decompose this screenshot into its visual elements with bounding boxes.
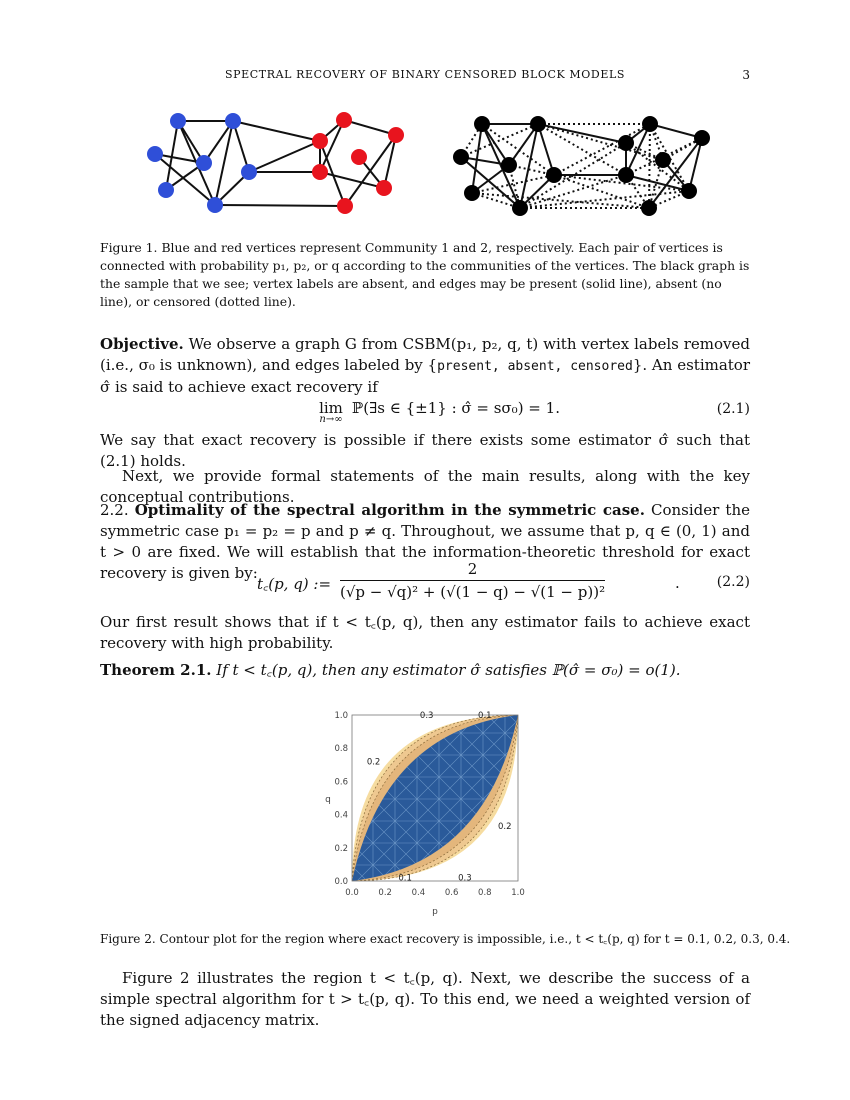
contour-label: 0.2: [366, 757, 381, 768]
vertex-black: [501, 157, 517, 173]
eq22-tail: .: [675, 574, 680, 592]
vertex-black: [641, 200, 657, 216]
running-title: SPECTRAL RECOVERY OF BINARY CENSORED BLOCK MODELS: [225, 68, 625, 81]
x-tick-label: 0.8: [478, 888, 492, 898]
contour-label: 0.3: [419, 711, 434, 721]
figure-1-caption-text: Blue and red vertices represent Community 1 and 2, respectively. Each pair of vertices is connected with probability p₁, p₂, or q according to the communities of the vertices. The black graph is the sample that we see; vertex labels are absent, and edges may be present (solid line), absent (no line), or censored (dotted line).: [100, 240, 750, 309]
vertex-red: [337, 198, 353, 214]
vertex-red: [376, 180, 392, 196]
vertex-red: [388, 127, 404, 143]
contour-label: 0.3: [458, 873, 472, 884]
theorem-2-1: [100, 660, 750, 681]
eq22-lhs: t꜀(p, q) :=: [257, 575, 332, 593]
vertex-blue: [225, 113, 241, 129]
edge-label-set: present, absent, censored: [437, 359, 633, 374]
y-tick-label: 0.0: [334, 877, 348, 887]
theorem-label: Theorem 2.1.: [100, 661, 212, 679]
x-tick-label: 0.2: [378, 888, 392, 898]
vertex-blue: [147, 146, 163, 162]
vertex-black: [618, 135, 634, 151]
contour-label: 0.2: [497, 822, 512, 833]
y-tick-label: 0.8: [334, 744, 348, 755]
x-tick-label: 0.4: [411, 888, 426, 898]
vertex-red: [351, 149, 367, 165]
eq-number-2-1: (2.1): [716, 401, 750, 417]
vertex-blue: [158, 182, 174, 198]
exact-recovery-definition: We say that exact recovery is possible if there exists some estimator σ̂ such that (2.1) holds.: [100, 431, 750, 470]
black-graph: [453, 116, 710, 216]
eq22-numerator: 2: [340, 560, 605, 581]
objective-text-after: }. An estimator σ̂ is said to achieve exact recovery if: [100, 356, 751, 396]
figure-2-caption: [100, 930, 791, 948]
vertex-black: [474, 116, 490, 132]
section-text: Consider the symmetric case p₁ = p₂ = p and p ≠ q. Throughout, we assume that p, q ∈ (0, 1) and t > 0 are fixed. We will establish that the information-theoretic threshold for exact recovery is given by:: [100, 501, 750, 582]
figure-2-caption-text: Contour plot for the region where exact recovery is impossible, i.e., t < t꜀(p, q) for t = 0.1, 0.2, 0.3, 0.4.: [159, 932, 791, 946]
vertex-blue: [196, 155, 212, 171]
figure-2-caption-prefix: Figure 2.: [100, 932, 156, 946]
eq-number-2-2: (2.2): [716, 574, 750, 590]
vertex-black: [618, 167, 634, 183]
y-tick-label: 0.4: [334, 810, 348, 821]
running-header: [100, 68, 750, 84]
y-tick-label: 0.2: [334, 843, 348, 854]
eq-body: ℙ(∃s ∈ {±1} : σ̂ = sσ₀) = 1.: [352, 399, 560, 417]
main-results-intro: Next, we provide formal statements of the main results, along with the key conceptual contributions.: [100, 467, 750, 506]
contour-label: 0.1: [478, 711, 492, 721]
blue-vertices: [147, 113, 257, 213]
eq22-fraction: [340, 560, 605, 601]
vertex-black: [546, 167, 562, 183]
figure-1-graphs: [140, 108, 720, 220]
figure-1-caption-prefix: Figure 1.: [100, 240, 158, 255]
vertex-black: [530, 116, 546, 132]
theorem-text: If t < t꜀(p, q), then any estimator σ̂ satisfies ℙ(σ̂ = σ₀) = o(1).: [216, 661, 681, 679]
vertex-blue: [207, 197, 223, 213]
section-number: 2.2.: [100, 501, 129, 519]
contour-label: 0.1: [398, 873, 412, 884]
vertex-blue: [241, 164, 257, 180]
section-heading: Optimality of the spectral algorithm in the symmetric case.: [134, 501, 645, 519]
x-tick-label: 1.0: [511, 888, 525, 898]
vertex-blue: [170, 113, 186, 129]
objective-paragraph: [100, 334, 750, 398]
vertex-black: [512, 200, 528, 216]
vertex-red: [312, 133, 328, 149]
vertex-red: [336, 112, 352, 128]
figure-2-contour-plot: [318, 700, 534, 922]
x-axis-label: p: [432, 907, 438, 917]
vertex-black: [464, 185, 480, 201]
first-result-paragraph: Our first result shows that if t < t꜀(p, q), then any estimator fails to achieve exact recovery with high probability.: [100, 613, 750, 652]
y-tick-label: 0.6: [334, 777, 348, 788]
x-axis: [345, 888, 525, 898]
objective-heading: Objective.: [100, 335, 184, 353]
figure-1-caption: [100, 239, 750, 311]
page-number: 3: [742, 68, 750, 82]
objective-text: We observe a graph G from CSBM(p₁, p₂, q, t) with vertex labels removed (i.e., σ₀ is unknown), and edges labeled by {: [100, 335, 750, 374]
y-axis: [334, 711, 348, 887]
eq-lim: lim: [319, 399, 343, 417]
vertex-black: [681, 183, 697, 199]
vertex-black: [453, 149, 469, 165]
y-axis-label: q: [325, 795, 331, 805]
y-tick-label: 1.0: [334, 711, 348, 721]
eq22-denominator: (√p − √q)² + (√(1 − q) − √(1 − p))²: [340, 583, 606, 601]
vertex-black: [694, 130, 710, 146]
vertex-black: [642, 116, 658, 132]
vertex-red: [312, 164, 328, 180]
equation-2-2: [100, 560, 750, 610]
contour-regions: [352, 715, 518, 881]
closing-paragraph: Figure 2 illustrates the region t < t꜀(p, q). Next, we describe the success of a simple spectral algorithm for t > t꜀(p, q). To this end, we need a weighted version of the signed adjacency matrix.: [100, 969, 750, 1029]
eq-lim-sub: n→∞: [319, 414, 343, 425]
x-tick-label: 0.0: [345, 888, 359, 898]
vertex-black: [655, 152, 671, 168]
x-tick-label: 0.6: [444, 888, 459, 898]
